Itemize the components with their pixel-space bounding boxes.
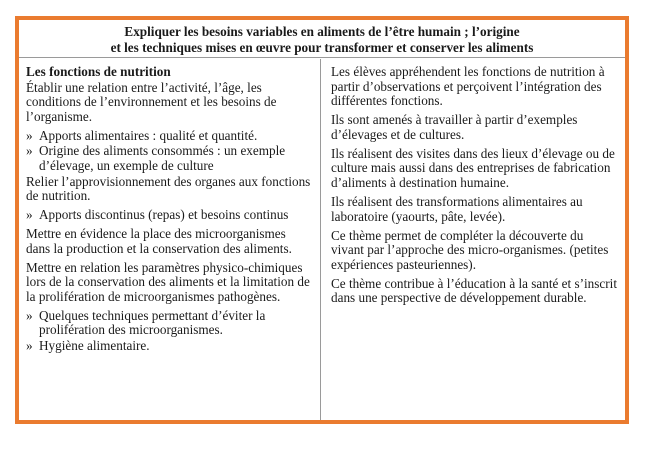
left-bullet-3-text: Apports discontinus (repas) et besoins continus <box>39 207 289 223</box>
left-bullet-5 <box>26 339 312 354</box>
right-paragraph-4: Ils réalisent des transformations alimentaires au laboratoire (yaourts, pâte, levée). <box>331 193 583 224</box>
left-bullet-4-text: Quelques techniques permettant d’éviter la prolifération des microorganismes. <box>39 307 266 338</box>
left-column-knowledge <box>19 59 320 420</box>
table-header <box>19 20 625 58</box>
right-paragraph-2: Ils sont amenés à travailler à partir d’exemples d’élevages et de cultures. <box>331 112 578 142</box>
header-title-line-1: Expliquer les besoins variables en aliments de l’être humain ; l’origine <box>124 24 520 39</box>
bullet-marker: » <box>26 338 33 354</box>
right-paragraph-6: Ce thème contribue à l’éducation à la santé et s’inscrit dans une perspective de développement durable. <box>331 275 617 306</box>
right-paragraph-1: Les élèves appréhendent les fonctions de nutrition à partir d’observations et perçoivent l’intégration des différentes fonctions. <box>331 64 605 109</box>
bullet-marker: » <box>26 143 33 159</box>
section-heading: Les fonctions de nutrition <box>26 64 171 79</box>
left-bullet-1 <box>26 129 312 144</box>
right-paragraph-3: Ils réalisent des visites dans des lieux d’élevage ou de culture mais aussi dans des entreprises de fabrication d’aliments à destination humaine. <box>331 145 615 190</box>
bullet-marker: » <box>26 207 33 223</box>
left-paragraph-3: Mettre en évidence la place des microorganismes dans la production et la conservation des aliments. <box>26 226 292 256</box>
left-bullet-3 <box>26 208 312 223</box>
left-bullet-2-text: Origine des aliments consommés : un exemple d’élevage, un exemple de culture <box>39 143 286 173</box>
left-paragraph-2: Relier l’approvisionnement des organes aux fonctions de nutrition. <box>26 173 311 204</box>
right-column-pedagogy <box>320 59 625 420</box>
left-bullet-2 <box>26 144 312 173</box>
header-title-line-2: et les techniques mises en œuvre pour transformer et conserver les aliments <box>110 39 534 55</box>
left-bullet-1-text: Apports alimentaires : qualité et quantité. <box>39 127 258 143</box>
left-bullet-4 <box>26 309 312 338</box>
right-paragraph-5: Ce thème permet de compléter la découverte du vivant par l’approche des micro-organismes. (petites expériences pasteuriennes). <box>331 227 609 272</box>
left-paragraph-1: Établir une relation entre l’activité, l’âge, les conditions de l’environnement et les besoins de l’organisme. <box>26 79 277 124</box>
program-table <box>15 16 629 424</box>
bullet-marker: » <box>26 307 33 323</box>
bullet-marker: » <box>26 127 33 143</box>
left-bullet-5-text: Hygiène alimentaire. <box>39 338 150 354</box>
left-paragraph-4: Mettre en relation les paramètres physico-chimiques lors de la conservation des aliments et la limitation de la prolifération de microorganismes pathogènes. <box>26 259 310 304</box>
